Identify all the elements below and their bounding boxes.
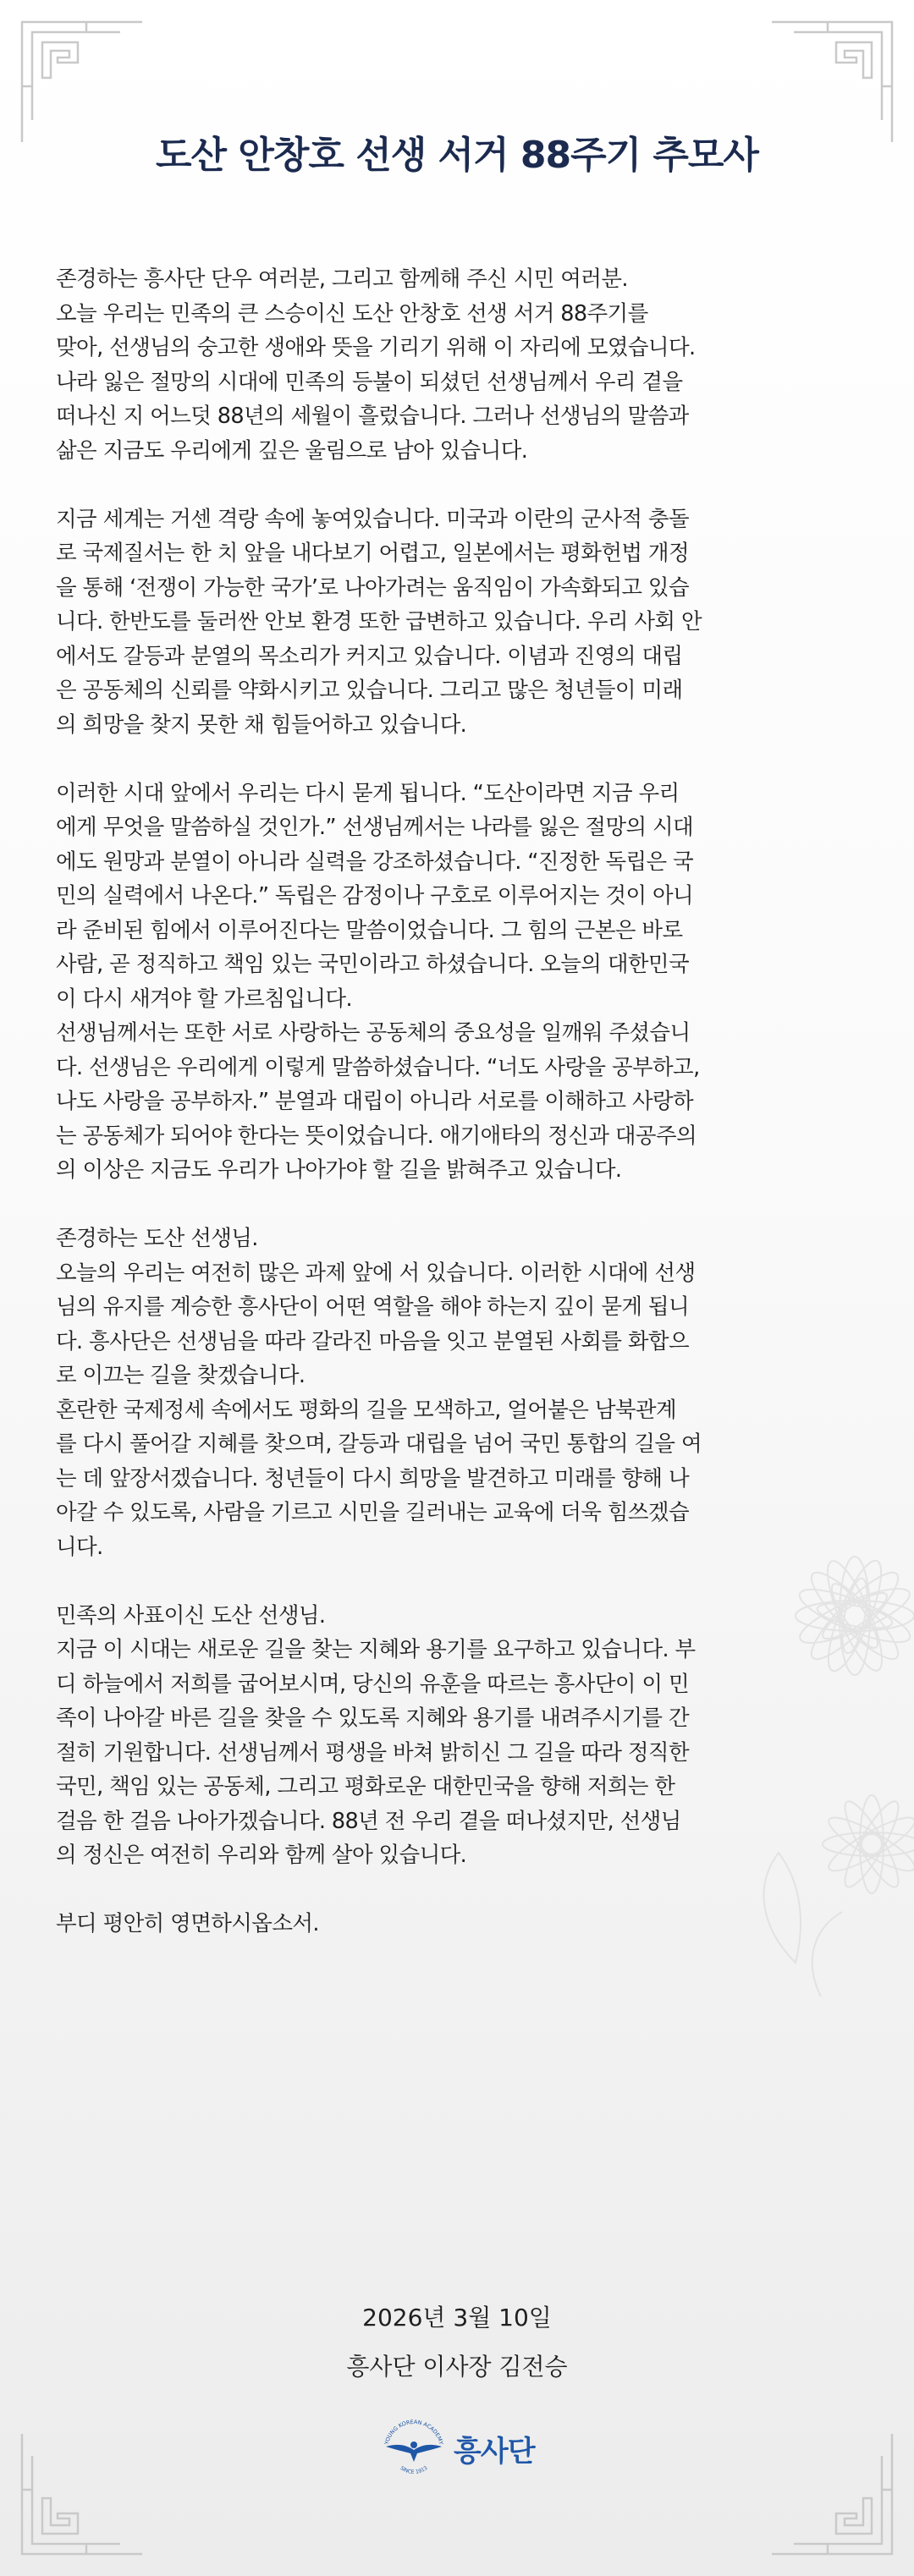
eulogy-body — [56, 262, 868, 1942]
logo-arc-text: YOUNG KOREAN ACADEMY — [383, 2418, 445, 2446]
paragraph: 민족의 사표이신 도산 선생님. 지금 이 시대는 새로운 길을 찾는 지혜와 용기를 요구하고 있습니다. 부 디 하늘에서 저희를 굽어보시며, 당신의 유훈을 따르는 흥사단이 이 민 족이 나아갈 바른 길을 찾을 수 있도록 지혜와 용기를 내려주시기를 간 절히 기원합니다. 선생님께서 평생을 바쳐 밝히신 그 길을 따라 정직한 국민, 책임 있는 공동체, 그리고 평화로운 대한민국을 향해 저희는 한 걸음 한 걸음 나아가겠습니다. 88년 전 우리 곁을 떠나셨지만, 선생님 의 정신은 여전히 우리와 함께 살아 있습니다. — [56, 1602, 696, 1868]
logo-since-text: SINCE 1913 — [399, 2465, 429, 2475]
paragraph: 지금 세계는 거센 격랑 속에 놓여있습니다. 미국과 이란의 군사적 충돌 로 국제질서는 한 치 앞을 내다보기 어렵고, 일본에서는 평화헌법 개정 을 통해 ‘전쟁이 가능한 국가’로 나아가려는 움직임이 가속화되고 있습 니다. 한반도를 둘러싼 안보 환경 또한 급변하고 있습니다. 우리 사회 안 에서도 갈등과 분열의 목소리가 커지고 있습니다. 이념과 진영의 대립 은 공동체의 신뢰를 약화시키고 있습니다. 그리고 많은 청년들이 미래 의 희망을 찾지 못한 채 힘들어하고 있습니다. — [56, 506, 702, 738]
signer: 흥사단 이사장 김전승 — [346, 2353, 568, 2381]
paragraph: 부디 평안히 영면하시옵소서. — [56, 1911, 319, 1936]
paragraph: 이러한 시대 앞에서 우리는 다시 묻게 됩니다. “도산이라면 지금 우리 에게 무엇을 말씀하실 것인가.” 선생님께서는 나라를 잃은 절망의 시대 에도 원망과 분열이 아니라 실력을 강조하셨습니다. “진정한 독립은 국 민의 실력에서 나온다.” 독립은 감정이나 구호로 이루어지는 것이 아니 라 준비된 힘에서 이루어진다는 말씀이었습니다. 그 힘의 근본은 바로 사람, 곧 정직하고 책임 있는 국민이라고 하셨습니다. 오늘의 대한민국 이 다시 새겨야 할 가르침입니다. 선생님께서는 또한 서로 사랑하는 공동체의 중요성을 일깨워 주셨습니 다. 선생님은 우리에게 이렇게 말씀하셨습니다. “너도 사랑을 공부하고, 나도 사랑을 공부하자.” 분열과 대립이 아니라 서로를 이해하고 사랑하 는 공동체가 되어야 한다는 뜻이었습니다. 애기애타의 정신과 대공주의 의 이상은 지금도 우리가 나아가야 할 길을 밝혀주고 있습니다. — [56, 780, 700, 1183]
corner-ornament-icon — [768, 2430, 895, 2557]
page-title: 도산 안창호 선생 서거 88주기 추모사 — [156, 134, 758, 178]
corner-ornament-icon — [19, 2430, 146, 2557]
logo-name: 흥사단 — [454, 2434, 535, 2469]
organization-logo — [381, 2418, 542, 2479]
paragraph: 존경하는 도산 선생님. 오늘의 우리는 여전히 많은 과제 앞에 서 있습니다. 이러한 시대에 선생 님의 유지를 계승한 흥사단이 어떤 역할을 해야 하는지 깊이 묻게 됩니 다. 흥사단은 선생님을 따라 갈라진 마음을 잇고 분열된 사회를 화합으 로 이끄는 길을 찾겠습니다. 혼란한 국제정세 속에서도 평화의 길을 모색하고, 얼어붙은 남북관계 를 다시 풀어갈 지혜를 찾으며, 갈등과 대립을 넘어 국민 통합의 길을 여 는 데 앞장서겠습니다. 청년들이 다시 희망을 발견하고 미래를 향해 나 아갈 수 있도록, 사람을 기르고 시민을 길러내는 교육에 더욱 힘쓰겠습 니다. — [56, 1226, 702, 1560]
paragraph: 존경하는 흥사단 단우 여러분, 그리고 함께해 주신 시민 여러분. 오늘 우리는 민족의 큰 스승이신 도산 안창호 선생 서거 88주기를 맞아, 선생님의 숭고한 생애와 뜻을 기리기 위해 이 자리에 모였습니다. 나라 잃은 절망의 시대에 민족의 등불이 되셨던 선생님께서 우리 곁을 떠나신 지 어느덧 88년의 세월이 흘렀습니다. 그러나 선생님의 말씀과 삶은 지금도 우리에게 깊은 울림으로 남아 있습니다. — [56, 266, 696, 464]
eagle-icon — [381, 2418, 447, 2479]
date: 2026년 3월 10일 — [362, 2304, 552, 2332]
